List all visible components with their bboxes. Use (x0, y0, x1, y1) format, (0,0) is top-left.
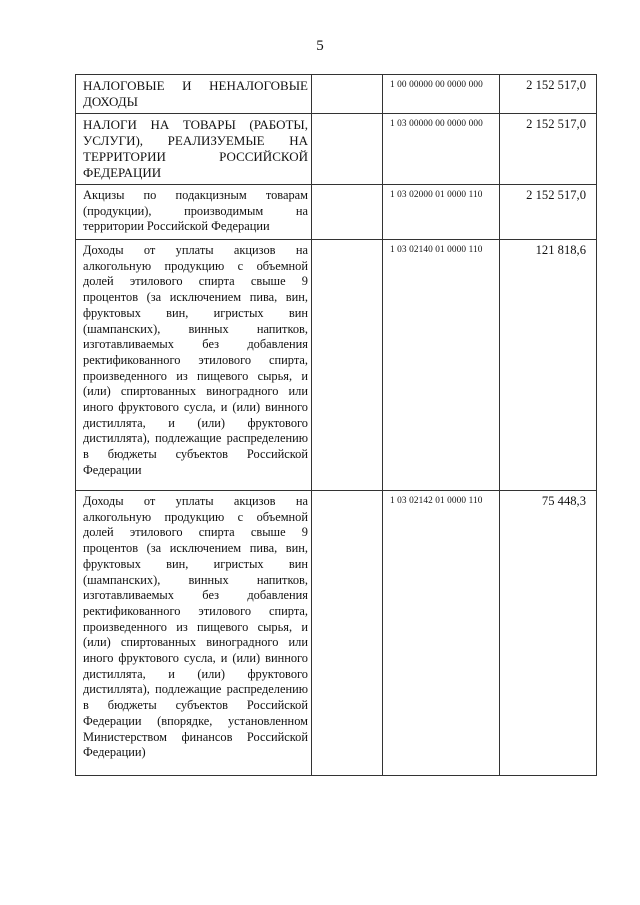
table-row (76, 114, 597, 185)
revenue-name-cell (76, 240, 312, 491)
table-row (76, 75, 597, 114)
revenue-table (75, 74, 597, 776)
amount: 75 448,3 (541, 494, 586, 508)
administrator-cell (312, 75, 383, 114)
revenue-name-cell (76, 185, 312, 240)
classification-code-cell (383, 491, 500, 776)
administrator-cell (312, 185, 383, 240)
classification-code-cell (383, 114, 500, 185)
table-row (76, 240, 597, 491)
classification-code: 1 03 02000 01 0000 110 (390, 190, 483, 200)
revenue-name: Доходы от уплаты акцизов на алкогольную продукцию с объемной долей этилового спирта свыше 9 процентов (за исключением пива, вин, фруктовых вин, игристых вин (шампанских), винных напитков, изготавливаемых без добавления ректификованного этилового спирта, произведенного из пищевого сырья, и (или) спиртованных виноградного или иного фруктового сусла, и (или) винного дистиллята, и (или) фруктового дистиллята), подлежащие распределению в бюджеты субъектов Российской Федерации (83, 243, 308, 477)
amount: 121 818,6 (535, 243, 586, 257)
administrator-cell (312, 491, 383, 776)
revenue-name: НАЛОГОВЫЕ И НЕНАЛОГОВЫЕ ДОХОДЫ (83, 78, 308, 109)
amount-cell (500, 491, 597, 776)
amount-cell (500, 75, 597, 114)
table-row (76, 185, 597, 240)
page-number: 5 (316, 38, 324, 54)
amount-cell (500, 240, 597, 491)
classification-code: 1 03 02140 01 0000 110 (390, 245, 483, 255)
amount: 2 152 517,0 (526, 188, 586, 202)
administrator-cell (312, 240, 383, 491)
classification-code-cell (383, 240, 500, 491)
administrator-cell (312, 114, 383, 185)
revenue-name: НАЛОГИ НА ТОВАРЫ (РАБОТЫ, УСЛУГИ), РЕАЛИЗУЕМЫЕ НА ТЕРРИТОРИИ РОССИЙСКОЙ ФЕДЕРАЦИИ (83, 117, 308, 180)
revenue-name-cell (76, 491, 312, 776)
classification-code: 1 03 02142 01 0000 110 (390, 496, 483, 506)
table-row (76, 491, 597, 776)
amount-cell (500, 114, 597, 185)
amount: 2 152 517,0 (526, 78, 586, 92)
amount-cell (500, 185, 597, 240)
classification-code: 1 00 00000 00 0000 000 (390, 80, 483, 90)
revenue-name-cell (76, 75, 312, 114)
revenue-name: Акцизы по подакцизным товарам (продукции), производимым на территории Российской Федерации (83, 188, 308, 234)
amount: 2 152 517,0 (526, 117, 586, 131)
classification-code-cell (383, 185, 500, 240)
revenue-name-cell (76, 114, 312, 185)
classification-code: 1 03 00000 00 0000 000 (390, 119, 483, 129)
classification-code-cell (383, 75, 500, 114)
revenue-name: Доходы от уплаты акцизов на алкогольную продукцию с объемной долей этилового спирта свыше 9 процентов (за исключением пива, вин, фруктовых вин, игристых вин (шампанских), винных напитков, изготавливаемых без добавления ректификованного этилового спирта, произведенного из пищевого сырья, и (или) спиртованных виноградного или иного фруктового сусла, и (или) винного дистиллята, и (или) фруктового дистиллята), подлежащие распределению в бюджеты субъектов Российской Федерации (впорядке, установленном Министерством финансов Российской Федерации) (83, 494, 308, 760)
